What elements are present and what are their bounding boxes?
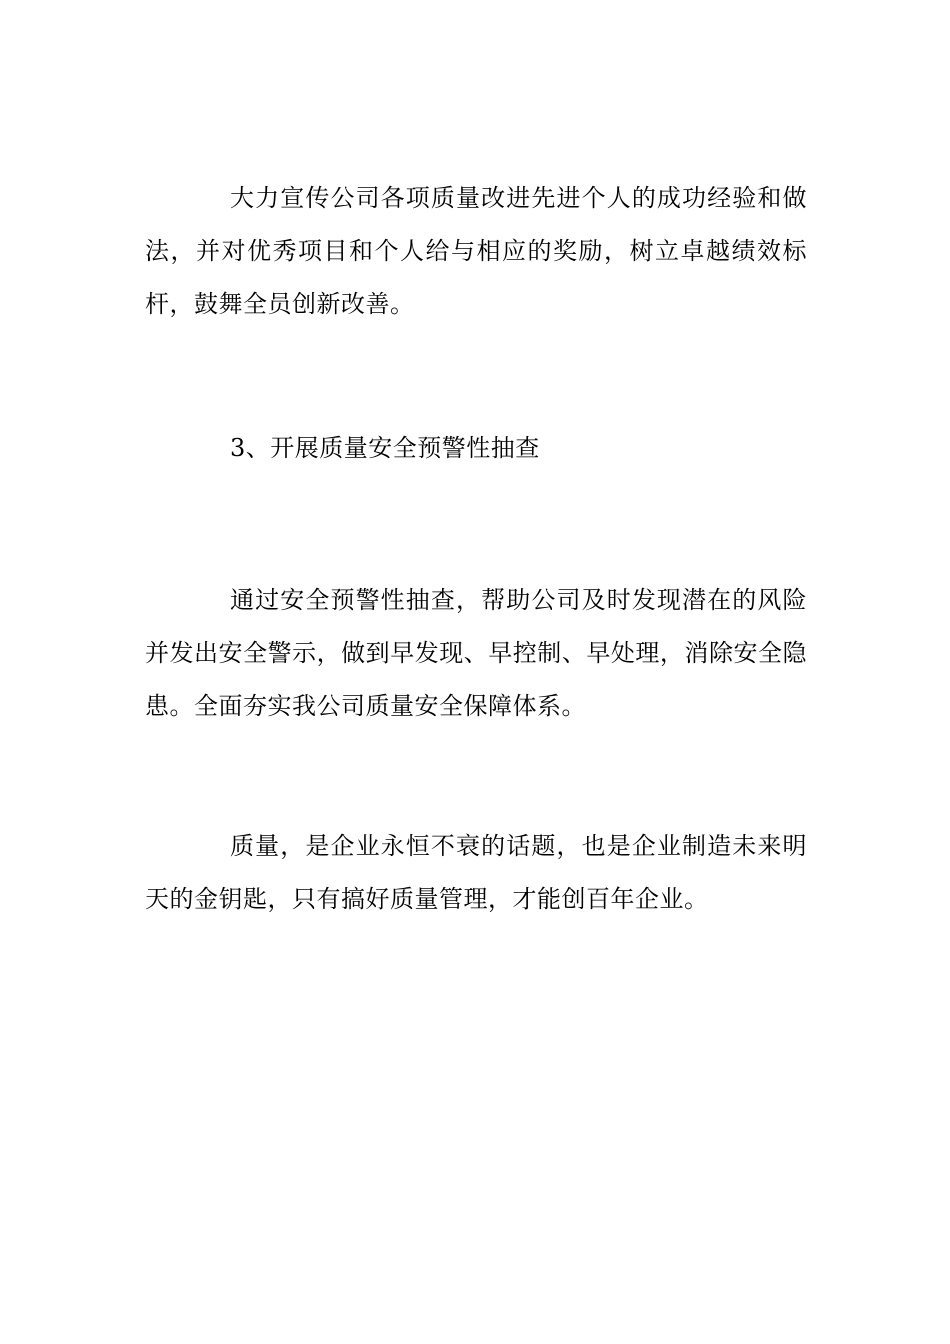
paragraph-safety-check: 通过安全预警性抽查，帮助公司及时发现潜在的风险并发出安全警示，做到早发现、早控制、早处理，消除安全隐患。全面夯实我公司质量安全保障体系。 — [145, 586, 807, 720]
paragraph-quality-promotion: 大力宣传公司各项质量改进先进个人的成功经验和做法，并对优秀项目和个人给与相应的奖励，树立卓越绩效标杆，鼓舞全员创新改善。 — [145, 184, 807, 318]
section-heading-safety-check: 3、开展质量安全预警性抽查 — [230, 434, 540, 462]
paragraph-quality-conclusion: 质量，是企业永恒不衰的话题，也是企业制造未来明天的金钥匙，只有搞好质量管理，才能创百年企业。 — [145, 832, 807, 913]
